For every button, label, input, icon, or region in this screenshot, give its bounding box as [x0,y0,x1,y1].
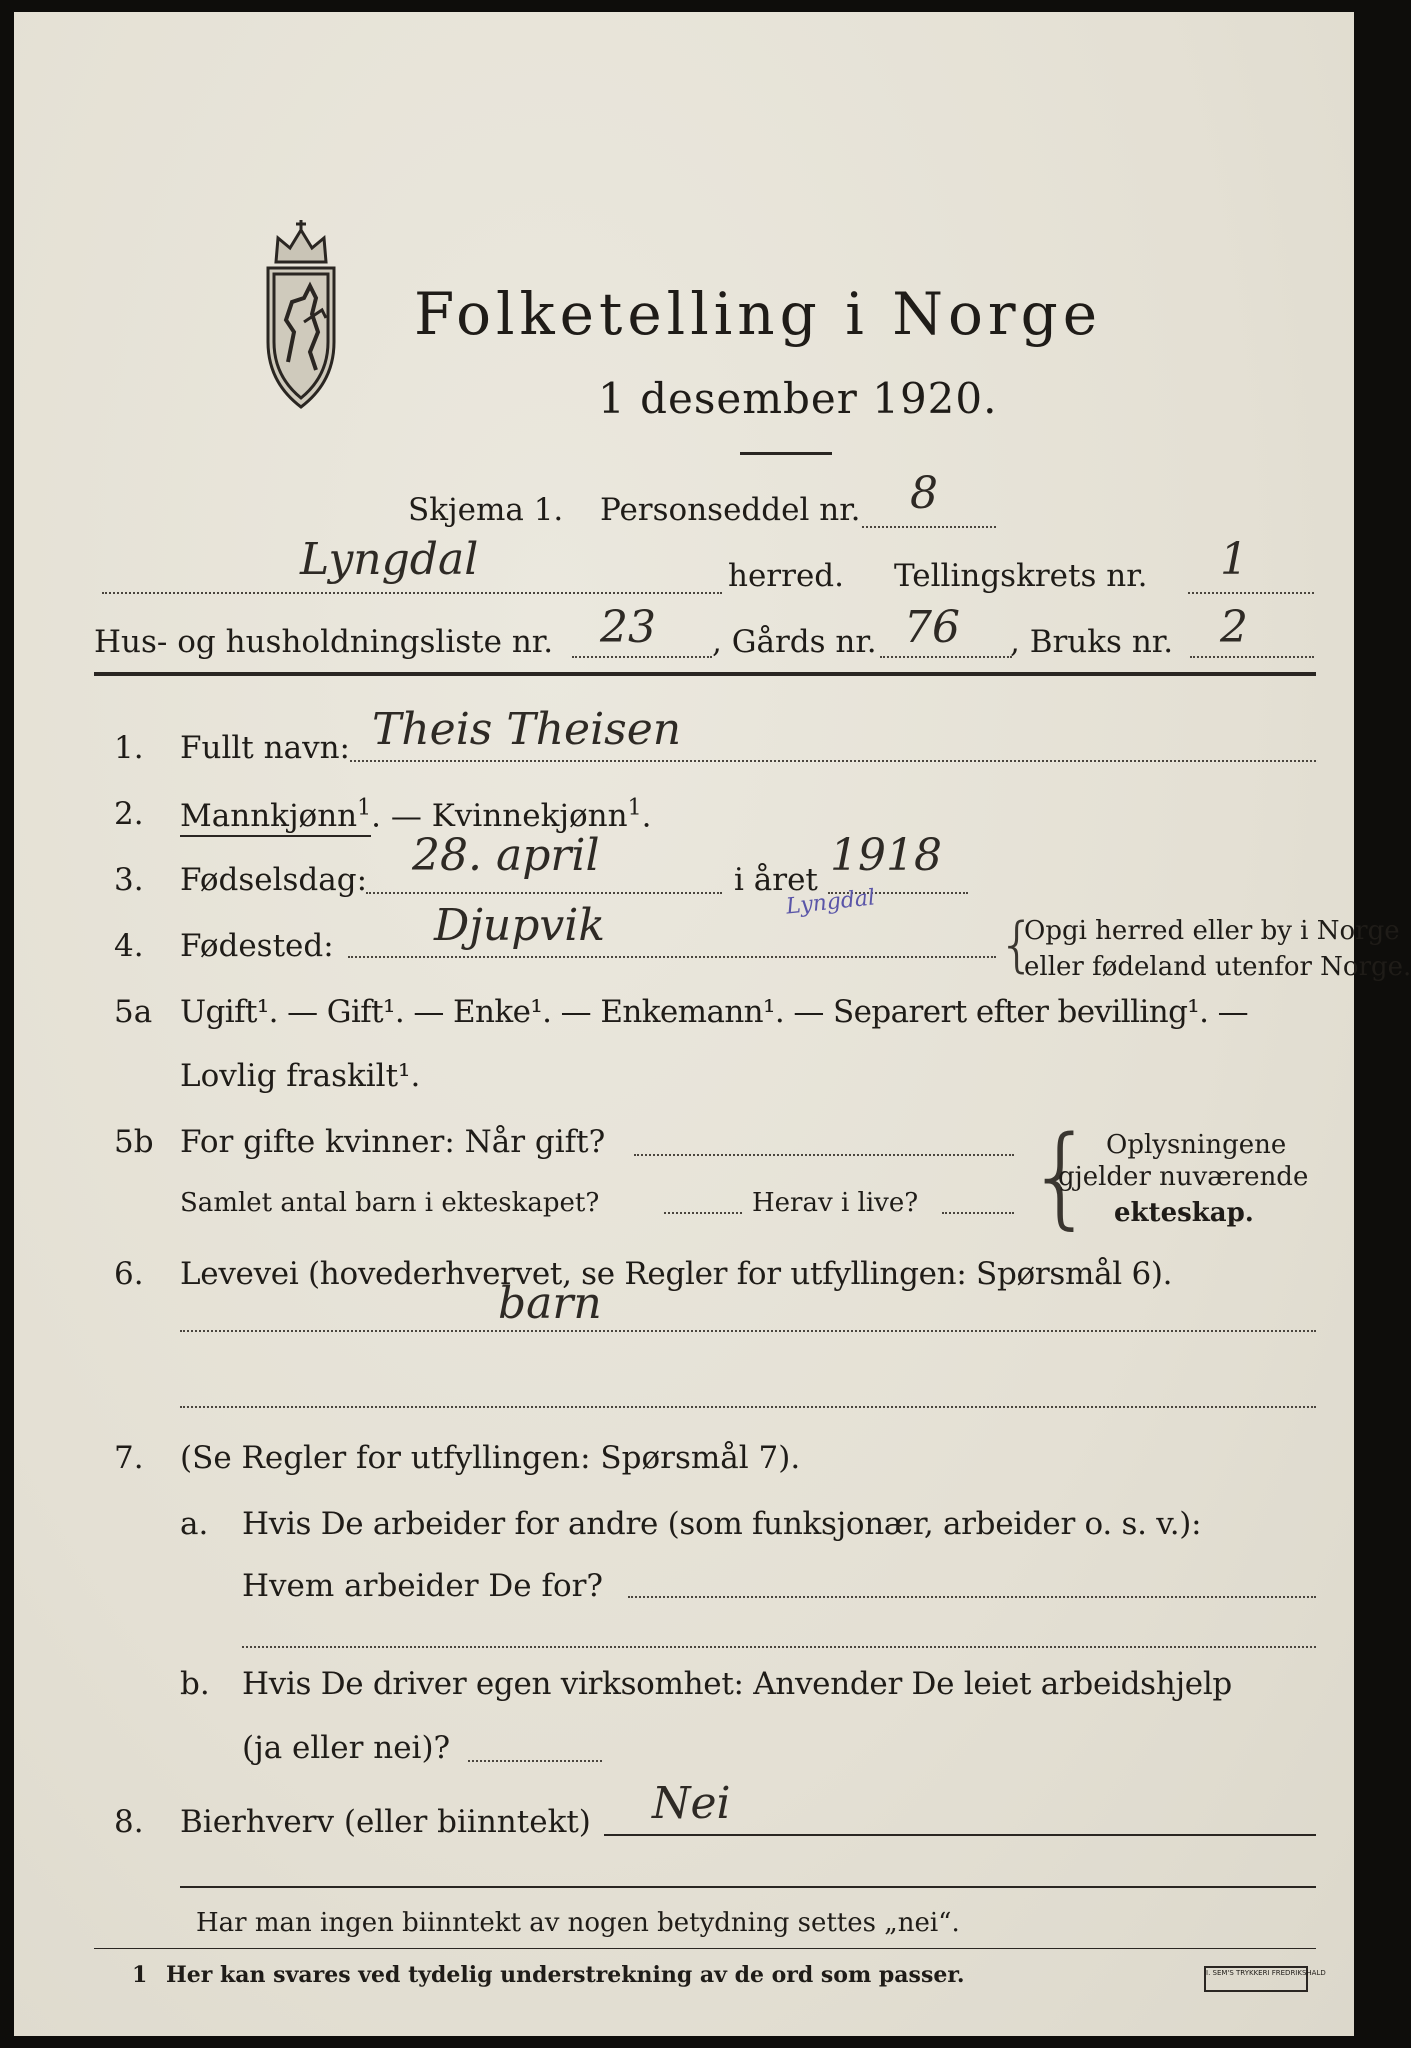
bruks-value[interactable]: 2 [1220,602,1248,653]
hired-help-field-line [468,1760,602,1762]
q3-number: 3. [114,862,144,898]
q5b-number: 5b [114,1124,154,1160]
birthplace-value[interactable]: Djupvik [434,900,606,951]
q7b-letter: b. [180,1666,210,1702]
gards-value[interactable]: 76 [904,602,960,653]
birth-year-value[interactable]: 1918 [830,830,942,881]
gender-male-option[interactable]: Mannkjønn$^1$ [180,798,371,837]
employer-field-line [628,1596,1316,1598]
birthplace-field-line [348,956,996,958]
q7b-line1: Hvis De driver egen virksomhet: Anvender De leiet arbeidshjelp [242,1666,1232,1702]
q8-number: 8. [114,1804,144,1840]
q4-number: 4. [114,928,144,964]
q1-field-line [350,760,1316,762]
q5b-brace: { [1026,1112,1096,1240]
header-separator [94,672,1316,676]
herred-label: herred. [728,558,844,594]
q5b-note-line2: gjelder nuværende [1058,1162,1309,1192]
gards-field-line [880,656,1012,658]
q5b-line1-label: For gifte kvinner: Når gift? [180,1124,606,1160]
bruks-field-line [1190,656,1314,658]
children-field-line [664,1212,742,1214]
q5b-note-line1: Oplysningene [1106,1130,1287,1160]
q5b-children-label: Samlet antal barn i ekteskapet? [180,1188,600,1218]
q3-year-label: i året [734,862,818,898]
tellingskrets-label: Tellingskrets nr. [894,558,1148,594]
q8-label: Bierhverv (eller biinntekt) [180,1804,591,1840]
q6-number: 6. [114,1256,144,1292]
q4-brace: { [998,910,1037,980]
personseddel-label: Personseddel nr. [600,492,861,528]
gards-label: , Gårds nr. [712,624,877,660]
q4-note-line2: eller fødeland utenfor Norge. [1024,952,1411,982]
printer-stamp: I. SEM'S TRYKKERI FREDRIKSHALD [1204,1966,1308,1992]
q4-note-line1: Opgi herred eller by i Norge [1024,916,1400,946]
side-income-value[interactable]: Nei [652,1778,731,1829]
herred-value[interactable]: Lyngdal [300,534,479,585]
husliste-label: Hus- og husholdningsliste nr. [94,624,554,660]
occupation-field-line [180,1330,1316,1332]
coat-of-arms-icon [246,202,356,412]
herred-field-line [102,592,722,594]
census-form-sheet [14,12,1411,2036]
side-income-field-line-2 [180,1886,1316,1888]
q7b-line2: (ja eller nei)? [242,1730,451,1766]
q5b-alive-label: Herav i live? [752,1188,919,1218]
q6-label: Levevei (hovederhvervet, se Regler for utfyllingen: Spørsmål 6). [180,1256,1173,1292]
gender-female-option[interactable]: Kvinnekjønn$^1$ [431,796,642,835]
q7a-line1: Hvis De arbeider for andre (som funksjonær, arbeider o. s. v.): [242,1506,1202,1542]
tellingskrets-value[interactable]: 1 [1220,534,1248,585]
q5a-number: 5a [114,994,153,1030]
q7-label: (Se Regler for utfyllingen: Spørsmål 7). [180,1440,801,1476]
footer-note: Har man ingen biinntekt av nogen betydning settes „nei“. [196,1908,960,1938]
q5b-note-line3: ekteskap. [1114,1198,1254,1228]
bruks-label: , Bruks nr. [1010,624,1174,660]
footnote-text: Her kan svares ved tydelig understrekning av de ord som passer. [166,1962,965,1988]
birthplace-correction: Lyngdal [784,885,877,920]
footnote-mark: 1 [132,1962,148,1988]
birthday-field-line [366,892,722,894]
occupation-value[interactable]: barn [498,1278,602,1329]
q1-number: 1. [114,730,144,766]
marital-status-options[interactable]: Ugift¹. — Gift¹. — Enke¹. — Enkemann¹. — Separert efter bevilling¹. — [180,994,1249,1030]
q7-number: 7. [114,1440,144,1476]
married-when-field-line [634,1154,1014,1156]
marital-status-divorced-option[interactable]: Lovlig fraskilt¹. [180,1058,421,1094]
birthday-value[interactable]: 28. april [412,830,600,881]
q4-label: Fødested: [180,928,334,964]
full-name-value[interactable]: Theis Theisen [372,704,682,755]
husliste-value[interactable]: 23 [600,602,656,653]
q1-label: Fullt navn: [180,730,350,766]
title-divider [740,452,832,455]
tellingskrets-field-line [1188,592,1314,594]
q7a-line2: Hvem arbeider De for? [242,1568,604,1604]
skjema-label: Skjema 1. [408,492,564,528]
personseddel-field-line [862,526,996,528]
occupation-field-line-2 [180,1406,1316,1408]
personseddel-value[interactable]: 8 [910,468,938,519]
footer-divider [94,1948,1316,1949]
form-date: 1 desember 1920. [598,374,998,423]
q2-number: 2. [114,796,144,832]
q3-label: Fødselsdag: [180,862,368,898]
q7a-letter: a. [180,1506,209,1542]
side-income-field-line [604,1834,1316,1836]
alive-field-line [942,1212,1014,1214]
employer-field-line-2 [242,1646,1316,1648]
husliste-field-line [572,656,712,658]
q2-options: Mannkjønn$^1$. — Kvinnekjønn$^1$. [180,796,651,834]
form-title: Folketelling i Norge [414,280,1103,348]
